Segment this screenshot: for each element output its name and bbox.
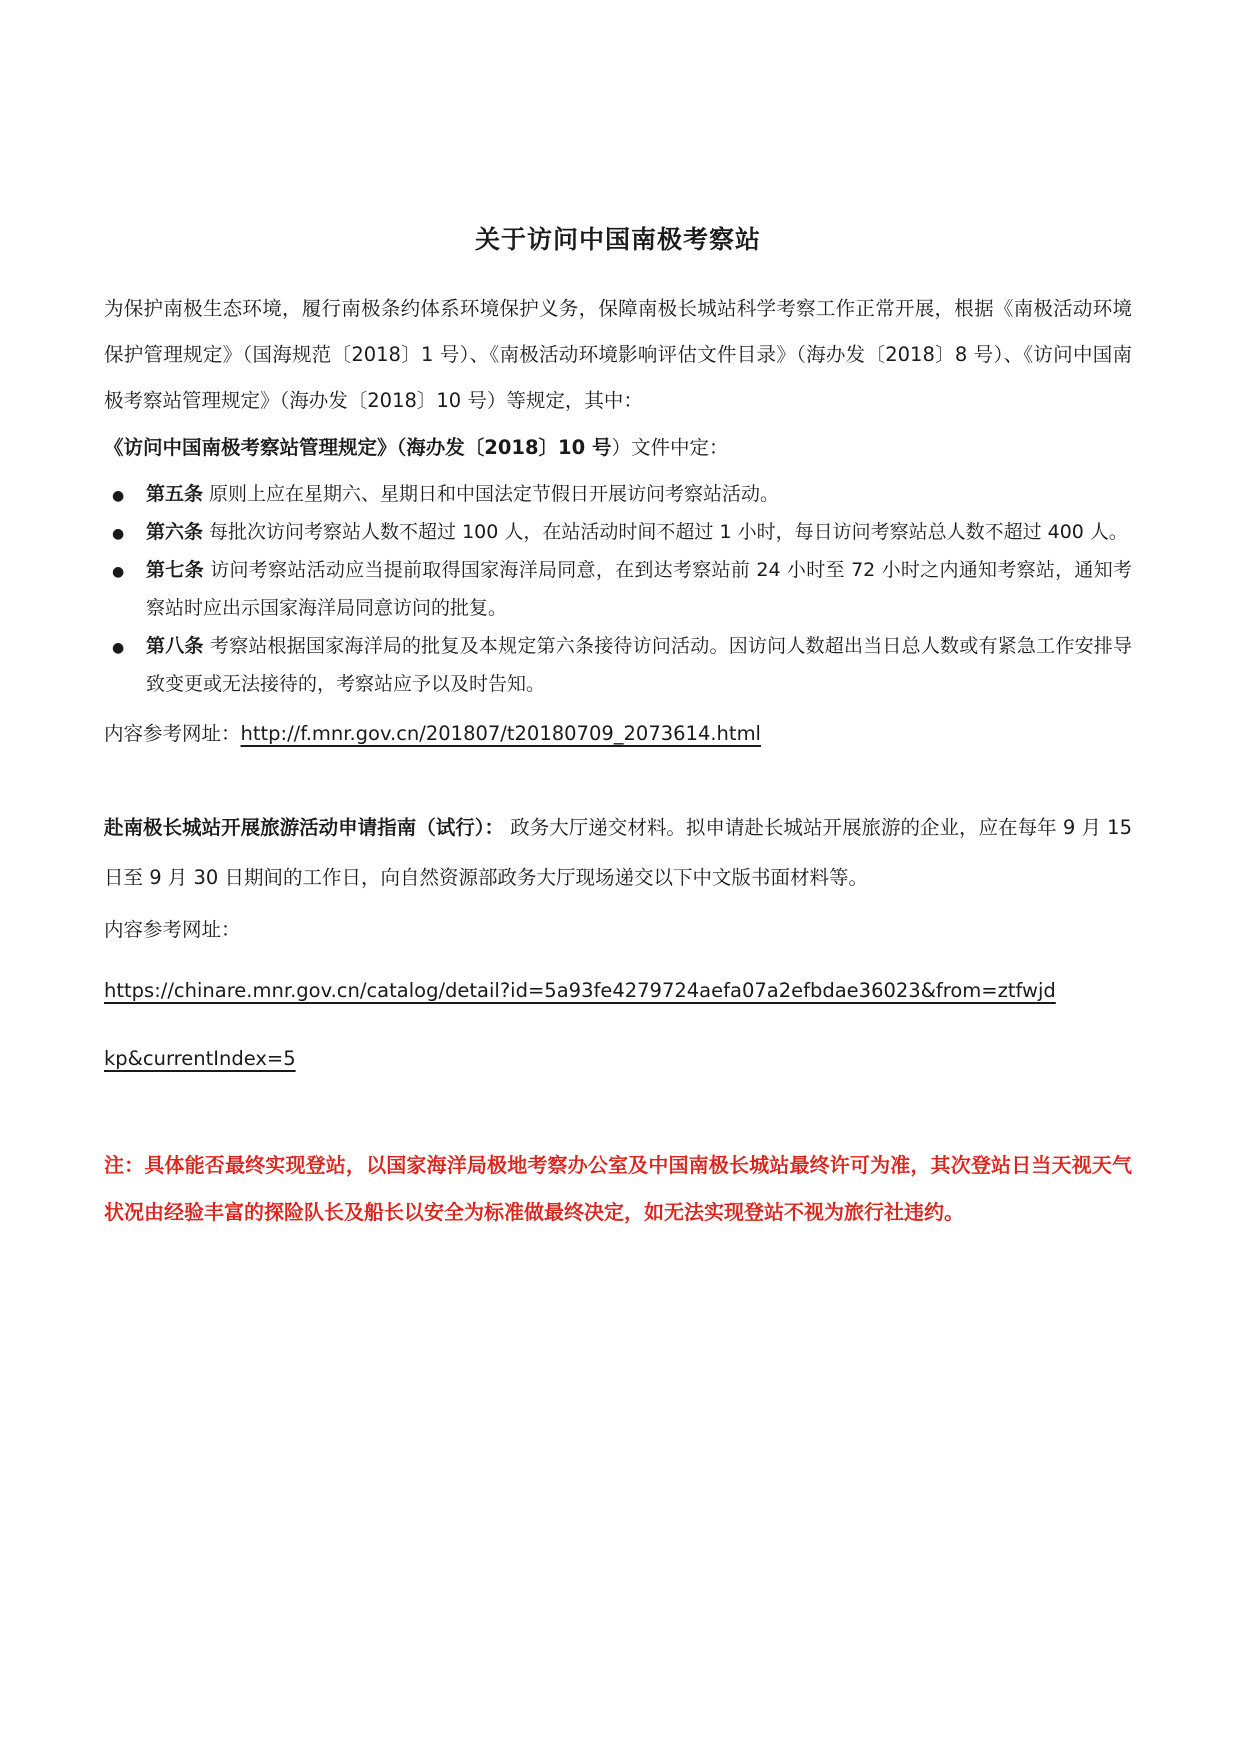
- rule-item-8: [104, 627, 1132, 703]
- rule-item-7: [104, 551, 1132, 627]
- intro-paragraph: 为保护南极生态环境，履行南极条约体系环境保护义务，保障南极长城站科学考察工作正常开展，根据《南极活动环境保护管理规定》（国海规范〔2018〕1 号）、《南极活动环境影响评估文件目录》（海办发〔2018〕8 号）、《访问中国南极考察站管理规定》（海办发〔2018〕10 号）等规定，其中：: [104, 297, 1132, 412]
- regulation-heading-tail: ）文件中定：: [611, 436, 729, 460]
- rule-text: 考察站根据国家海洋局的批复及本规定第六条接待访问活动。因访问人数超出当日总人数或有紧急工作安排导致变更或无法接待的，考察站应予以及时告知。: [146, 635, 1132, 696]
- rule-item-6: [104, 513, 1132, 551]
- page-title: 关于访问中国南极考察站: [474, 225, 761, 254]
- bullet-icon: ●: [112, 564, 125, 581]
- guide-title: 赴南极长城站开展旅游活动申请指南（试行）：: [104, 816, 505, 840]
- rule-text: 每批次访问考察站人数不超过 100 人，在站活动时间不超过 1 小时，每日访问考察站总人数不超过 400 人。: [203, 521, 1128, 544]
- rule-item-5: [104, 475, 1132, 513]
- rule-term: 第五条: [146, 483, 204, 506]
- reference-link-2-continued[interactable]: kp&currentIndex=5: [104, 1047, 296, 1071]
- bullet-icon: ●: [112, 640, 125, 657]
- regulation-heading-bold: 《访问中国南极考察站管理规定》（海办发〔2018〕10 号: [104, 436, 612, 460]
- rule-text: 访问考察站活动应当提前取得国家海洋局同意，在到达考察站前 24 小时至 72 小时之内通知考察站，通知考察站时应出示国家海洋局同意访问的批复。: [146, 559, 1132, 620]
- regulation-heading: [104, 425, 1132, 471]
- reference-label-2: 内容参考网址：: [104, 917, 241, 941]
- reference-label-1: 内容参考网址：: [104, 722, 241, 746]
- reference-link-1[interactable]: http://f.mnr.gov.cn/201807/t20180709_2073614.html: [240, 722, 761, 746]
- rule-term: 第八条: [146, 635, 204, 658]
- reference-link-2-line-1: [104, 968, 1132, 1014]
- reference-line-1: [104, 711, 1132, 757]
- regulation-rules-list: [104, 475, 1132, 703]
- rule-term: 第七条: [146, 559, 204, 582]
- rule-term: 第六条: [146, 521, 204, 544]
- reference-link-2-line-2: [104, 1036, 1132, 1082]
- guide-text: 政务大厅递交材料。拟申请赴长城站开展旅游的企业，应在每年 9 月 15 日至 9 月 30 日期间的工作日，向自然资源部政务大厅现场递交以下中文版书面材料等。: [104, 816, 1132, 889]
- bullet-icon: ●: [112, 488, 125, 505]
- bullet-icon: ●: [112, 526, 125, 543]
- warning-note: 注：具体能否最终实现登站，以国家海洋局极地考察办公室及中国南极长城站最终许可为准，其次登站日当天视天气状况由经验丰富的探险队长及船长以安全为标准做最终决定，如无法实现登站不视为旅行社违约。: [104, 1152, 1132, 1224]
- guide-paragraph: [104, 803, 1132, 902]
- reference-link-2[interactable]: https://chinare.mnr.gov.cn/catalog/detail?id=5a93fe4279724aefa07a2efbdae36023&from=ztfwjd: [104, 979, 1056, 1003]
- rule-text: 原则上应在星期六、星期日和中国法定节假日开展访问考察站活动。: [203, 483, 780, 506]
